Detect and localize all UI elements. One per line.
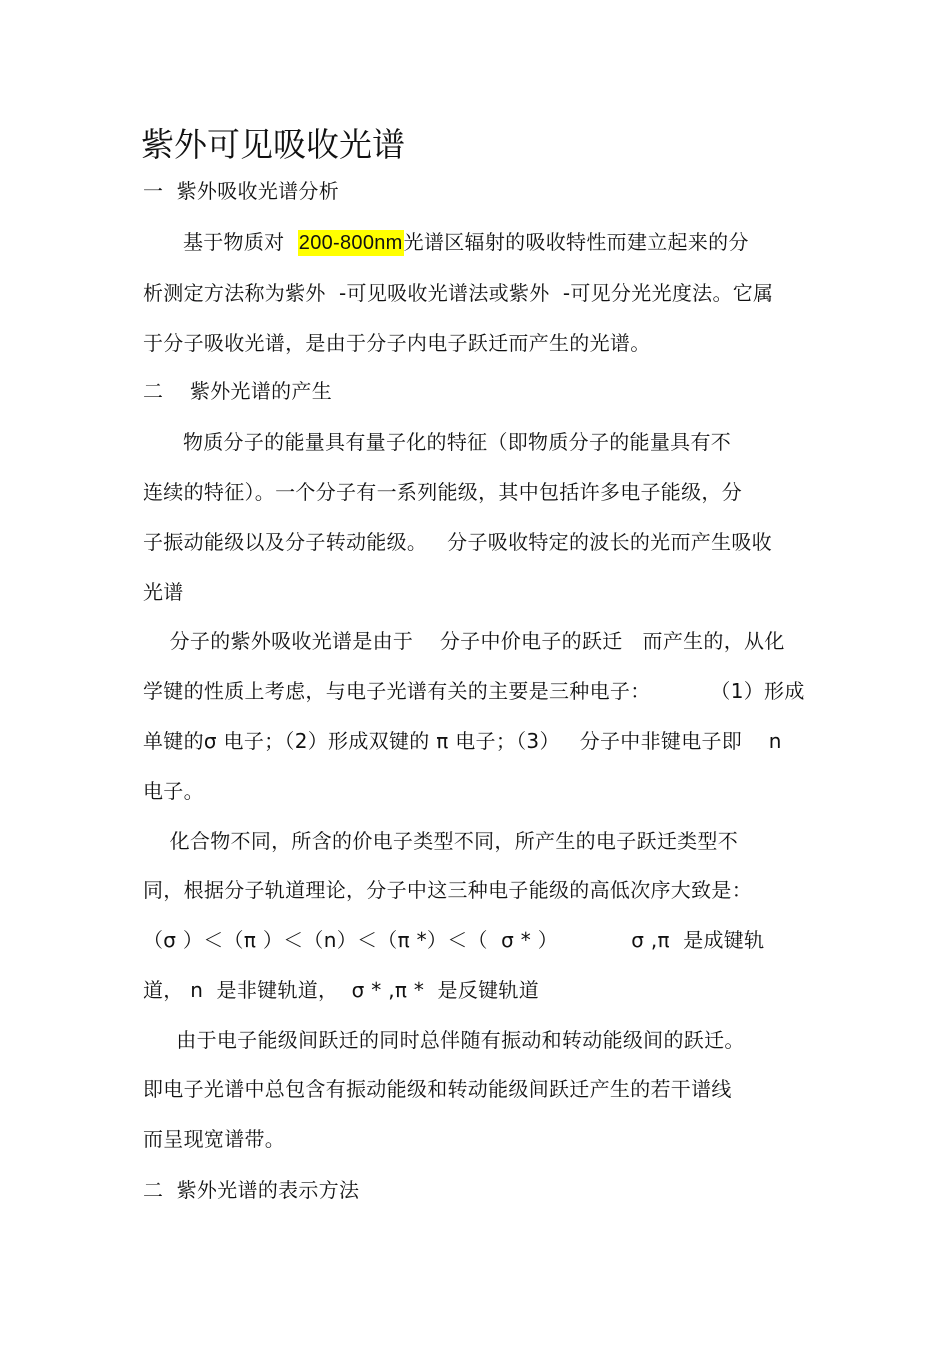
text-fragment: 光谱区辐射的吸收特性而建立起来的分	[403, 230, 749, 254]
paragraph-line: 光谱	[143, 580, 184, 604]
paragraph-line	[143, 229, 749, 256]
highlighted-wavelength: 200-800nm	[298, 232, 403, 254]
paragraph-line: 而呈现宽谱带。	[143, 1127, 286, 1151]
paragraph-line: 单键的σ 电子；（2）形成双键的 π 电子；（3） 分子中非键电子即 n	[143, 729, 782, 753]
paragraph-line: 即电子光谱中总包含有振动能级和转动能级间跃迁产生的若干谱线	[143, 1077, 732, 1101]
paragraph-line: 由于电子能级间跃迁的同时总伴随有振动和转动能级间的跃迁。	[143, 1028, 745, 1052]
text-fragment: 基于物质对	[143, 230, 298, 254]
section-heading-1: 一 紫外吸收光谱分析	[143, 179, 340, 203]
paragraph-line: 析测定方法称为紫外 -可见吸收光谱法或紫外 -可见分光光度法。它属	[143, 281, 774, 305]
paragraph-line: （σ ）＜（π ）＜（n）＜（π *）＜（ σ * ） σ ,π 是成键轨	[143, 928, 765, 952]
paragraph-line: 于分子吸收光谱，是由于分子内电子跃迁而产生的光谱。	[143, 331, 651, 355]
paragraph-line: 化合物不同，所含的价电子类型不同，所产生的电子跃迁类型不	[143, 829, 739, 853]
paragraph-line: 同，根据分子轨道理论，分子中这三种电子能级的高低次序大致是：	[143, 878, 752, 902]
section-heading-2: 二 紫外光谱的产生	[143, 379, 333, 403]
section-heading-3: 二 紫外光谱的表示方法	[143, 1178, 360, 1202]
paragraph-line: 连续的特征）。一个分子有一系列能级，其中包括许多电子能级，分	[143, 480, 742, 504]
paragraph-line: 电子。	[143, 779, 204, 803]
paragraph-line: 物质分子的能量具有量子化的特征（即物质分子的能量具有不	[143, 430, 732, 454]
paragraph-line: 子振动能级以及分子转动能级。 分子吸收特定的波长的光而产生吸收	[143, 530, 772, 554]
paragraph-line: 道， n 是非键轨道， σ * ,π * 是反键轨道	[143, 978, 540, 1002]
page-title: 紫外可见吸收光谱	[141, 125, 405, 164]
paragraph-line: 分子的紫外吸收光谱是由于 分子中价电子的跃迁 而产生的，从化	[143, 629, 785, 653]
paragraph-line: 学键的性质上考虑，与电子光谱有关的主要是三种电子： （1）形成	[143, 679, 805, 703]
